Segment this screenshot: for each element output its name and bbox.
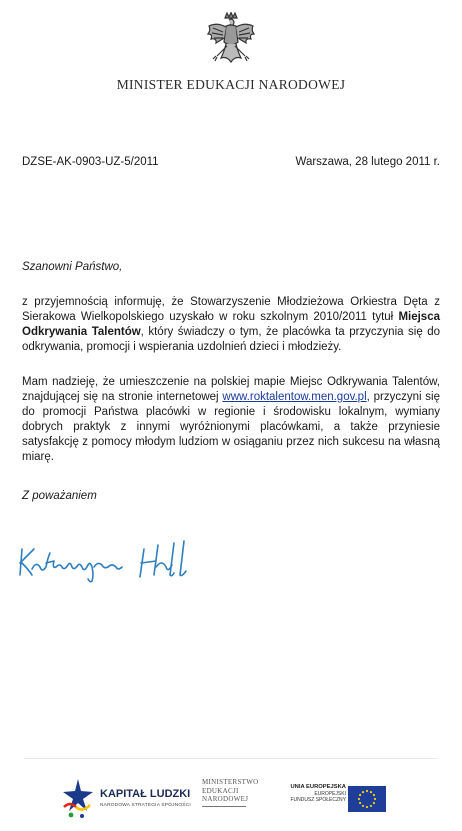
paragraph-1 <box>22 295 440 355</box>
eu-star-icon <box>366 790 368 792</box>
ministry-logo <box>202 778 272 822</box>
paragraph-2-part-2: , przyczyni się do promocji Państwa placówki w regionie i środowisku lokalnym, wymiany dobrych praktyk z innymi wyróżnionymi placówkami, a także przyniesie satysfakcję z pomocy młodym ludziom w osiąganiu przez nich sukcesu na własną miarę. <box>22 391 440 463</box>
eu-logo-line-2: EUROPEJSKI <box>314 791 346 797</box>
kapital-ludzki-logo <box>60 777 200 823</box>
eu-logo-line-1: UNIA EUROPEJSKA <box>290 784 346 790</box>
eu-logo <box>286 780 386 820</box>
eu-star-icon <box>374 798 376 800</box>
ministry-logo-line-2: EDUKACJI <box>202 786 239 795</box>
kapital-ludzki-subtitle: NARODOWA STRATEGIA SPÓJNOŚCI <box>100 803 191 808</box>
ministry-logo-rule <box>202 806 246 807</box>
salutation: Szanowni Państwo, <box>22 261 123 273</box>
eu-star-icon <box>359 794 361 796</box>
place-date: Warszawa, 28 lutego 2011 r. <box>295 156 440 168</box>
eu-flag-icon <box>348 786 386 812</box>
paragraph-2 <box>22 375 440 465</box>
eu-star-icon <box>362 805 364 807</box>
eu-star-icon <box>359 802 361 804</box>
website-link[interactable]: www.roktalentow.men.gov.pl <box>222 391 367 403</box>
polish-eagle-emblem-icon <box>205 12 257 70</box>
eu-star-icon <box>370 805 372 807</box>
footer-divider <box>24 758 438 759</box>
ministry-header: MINISTER EDUKACJI NARODOWEJ <box>116 77 346 92</box>
eu-star-icon <box>366 806 368 808</box>
handwritten-signature <box>16 535 216 585</box>
paragraph-2-part-1: Mam nadzieję, że umieszczenie na polskiej mapie Miejsc Odkrywania Talentów, znajdującej się na stronie internetowej <box>22 376 440 403</box>
ministry-logo-line-1: MINISTERSTWO <box>202 778 259 786</box>
paragraph-1-part-1: z przyjemnością informuję, że Stowarzyszenie Młodzieżowa Orkiestra Dęta z Sierakowa Wielkopolskiego uzyskało w roku szkolnym 2010/2011 tytuł <box>22 296 440 323</box>
kapital-ludzki-title: KAPITAŁ LUDZKI <box>100 788 191 800</box>
eu-star-icon <box>370 791 372 793</box>
eu-star-icon <box>362 791 364 793</box>
award-title: Miejsca Odkrywania Talentów <box>22 311 440 338</box>
reference-number: DZSE-AK-0903-UZ-5/2011 <box>22 156 159 168</box>
eu-star-icon <box>358 798 360 800</box>
ministry-logo-line-3: NARODOWEJ <box>202 795 249 803</box>
eu-logo-line-3: FUNDUSZ SPOŁECZNY <box>290 797 346 804</box>
kapital-ludzki-star-icon <box>60 777 96 821</box>
eu-star-icon <box>373 794 375 796</box>
eu-star-icon <box>373 802 375 804</box>
paragraph-1-part-2: , który świadczy o tym, że placówka ta przyczynia się do odkrywania, promocji i wspierania uzdolnień dzieci i młodzieży. <box>22 326 440 353</box>
eu-logo-text <box>290 784 346 803</box>
closing: Z poważaniem <box>22 490 97 502</box>
